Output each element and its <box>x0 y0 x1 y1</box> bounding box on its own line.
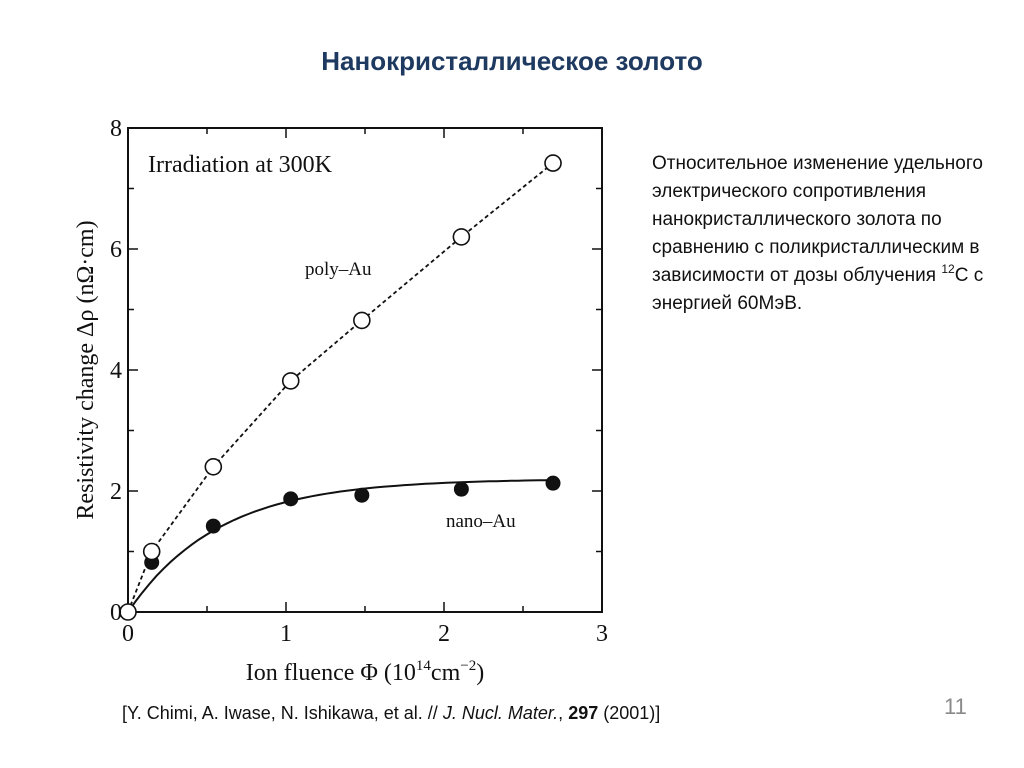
y-tick-label: 6 <box>110 237 122 263</box>
y-tick-label: 2 <box>110 479 122 505</box>
nano-au-point <box>355 488 369 502</box>
description-isotope-superscript: 12 <box>941 261 955 276</box>
x-axis-label-suffix: ) <box>476 660 485 686</box>
nano-au-point <box>454 482 468 496</box>
citation-separator: , <box>558 703 569 723</box>
description-tail: С с энергией 60МэВ. <box>652 265 984 314</box>
x-tick-label: 3 <box>596 621 608 647</box>
poly-au-point <box>144 544 160 560</box>
x-axis-label <box>246 658 484 686</box>
poly-au-point <box>283 373 299 389</box>
series-markers <box>120 155 561 620</box>
y-axis-label: Resistivity change Δρ (nΩ·cm) <box>73 220 99 520</box>
axis-tick-labels <box>110 116 608 647</box>
citation-authors: Y. Chimi, A. Iwase, N. Ishikawa, et al. // <box>127 703 443 723</box>
poly-au-point <box>453 229 469 245</box>
citation-open: [ <box>122 703 128 723</box>
x-axis-label-prefix: Ion fluence Φ (10 <box>245 660 416 686</box>
page-number: 11 <box>944 694 967 719</box>
x-tick-label: 2 <box>438 621 450 647</box>
x-axis-label-exp2: −2 <box>460 658 477 674</box>
description-text <box>652 150 992 318</box>
poly-au-point <box>545 155 561 171</box>
legend-poly-au: poly–Au <box>305 259 372 280</box>
x-axis-label-unit: cm <box>430 660 461 686</box>
x-tick-label: 1 <box>280 621 292 647</box>
x-axis-label-exp1: 14 <box>415 658 431 674</box>
chart-annotation: Irradiation at 300K <box>148 152 332 178</box>
series-curves <box>128 163 553 612</box>
nano-au-point <box>206 519 220 533</box>
citation-volume: 297 <box>568 703 599 723</box>
citation-journal: J. Nucl. Mater. <box>442 703 559 723</box>
y-tick-label: 8 <box>110 116 122 142</box>
nano-au-point <box>284 492 298 506</box>
poly-au-point <box>205 459 221 475</box>
poly-au-point <box>354 312 370 328</box>
x-tick-label: 0 <box>122 621 134 647</box>
description-main: Относительное изменение удельного электрического сопротивления нанокристаллического золота по сравнению с поликристаллическим в зависимости от дозы облучения <box>652 153 983 286</box>
y-tick-label: 4 <box>110 358 122 384</box>
nano-au-fit-curve <box>128 480 553 612</box>
y-tick-label: 0 <box>110 600 122 626</box>
slide-title: Нанокристаллическое золото <box>321 46 703 76</box>
citation-year: (2001)] <box>598 703 661 723</box>
legend-nano-au: nano–Au <box>446 511 516 532</box>
poly-au-point <box>120 604 136 620</box>
nano-au-point <box>546 476 560 490</box>
citation <box>122 703 660 724</box>
